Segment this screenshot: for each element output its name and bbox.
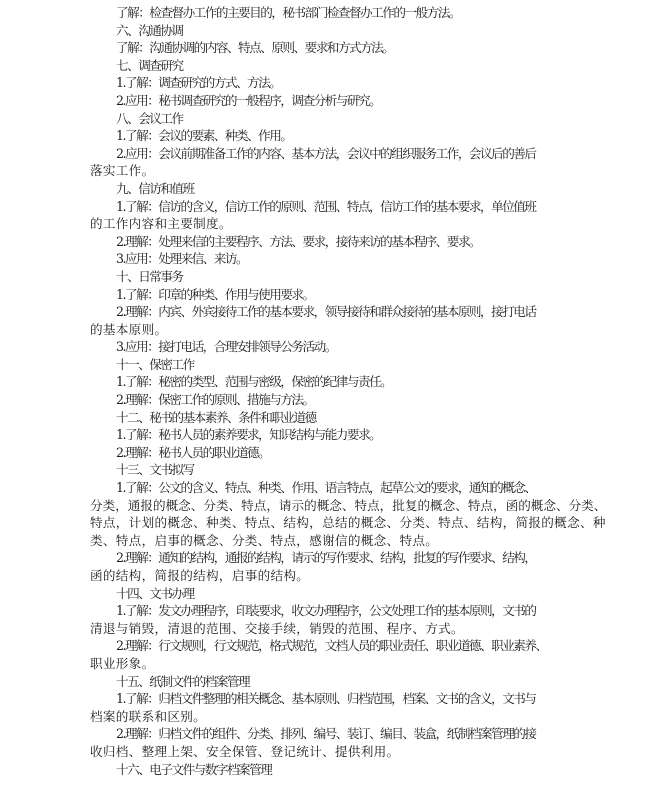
section-heading: 七、调查研究 (116, 57, 183, 73)
text-line: 2.理解：行文规则，行文规范，格式规范，文档人员的职业责任、职业道德、职业素养、 (116, 638, 547, 654)
text-line: 1.了解：秘书人员的素养要求，知识结构与能力要求。 (116, 427, 381, 443)
text-line: 1.了解：秘密的类型、范围与密级，保密的纪律与责任。 (116, 374, 392, 390)
section-heading: 十五、纸制文件的档案管理 (116, 673, 250, 689)
text-line-continued: 清退与销毁，清退的范围、交接手续，销毁的范围、程序、方式。 (90, 620, 464, 636)
text-line-continued: 特点，计划的概念、种类、特点、结构，总结的概念、分类、特点、结构，简报的概念、种 (90, 515, 606, 531)
text-line: 1.了解：信访的含义，信访工作的原则、范围、特点，信访工作的基本要求，单位值班 (116, 198, 536, 214)
section-heading: 八、会议工作 (116, 110, 183, 126)
section-heading: 十四、文书办理 (116, 585, 194, 601)
section-heading: 十二、秘书的基本素养、条件和职业道德 (116, 409, 316, 425)
text-line: 1.了解：发文办理程序，印装要求，收文办理程序，公文处理工作的基本原则，文书的 (116, 603, 536, 619)
section-heading: 十、日常事务 (116, 268, 183, 284)
text-line: 2.理解：通知的结构，通报的结构，请示的写作要求、结构，批复的写作要求、结构， (116, 550, 536, 566)
text-line-continued: 落实工作。 (90, 163, 155, 179)
text-line: 2.理解：秘书人员的职业道德。 (116, 444, 270, 460)
text-line-continued: 职业形象。 (90, 655, 155, 671)
text-line: 3.应用：接打电话，合理安排领导公务活动。 (116, 339, 336, 355)
text-line: 2.应用：秘书调查研究的一般程序，调查分析与研究。 (116, 92, 381, 108)
section-heading: 十六、电子文件与数字档案管理 (116, 761, 272, 777)
text-line: 了解：检查督办工作的主要目的，秘书部门检查督办工作的一般方法。 (116, 5, 460, 20)
section-heading: 十一、保密工作 (116, 356, 194, 372)
text-line-continued: 类、特点，启事的概念、分类、特点，感谢信的概念、特点。 (90, 532, 439, 548)
text-line-continued: 档案的联系和区别。 (90, 708, 207, 724)
text-line: 1.了解：调查研究的方式、方法。 (116, 75, 281, 91)
text-line: 2.理解：内宾、外宾接待工作的基本要求，领导接待和群众接待的基本原则，接打电话 (116, 304, 536, 320)
section-heading: 九、信访和值班 (116, 180, 194, 196)
text-line: 1.了解：公文的含义、特点、种类、作用、语言特点，起草公文的要求，通知的概念、 (116, 480, 536, 496)
text-line: 1.了解：印章的种类、作用与使用要求。 (116, 286, 314, 302)
text-line-continued: 分类，通报的概念、分类、特点，请示的概念、特点，批复的概念、特点，函的概念、分类、 (90, 497, 607, 513)
text-line-continued: 的基本原则。 (90, 321, 168, 337)
text-line: 2.理解：处理来信的主要程序、方法、要求，接待来访的基本程序、要求。 (116, 233, 481, 249)
text-line: 1.了解：归档文件整理的相关概念、基本原则、归档范围，档案、文书的含义，文书与 (116, 691, 536, 707)
text-line: 3.应用：处理来信、来访。 (116, 251, 248, 267)
section-heading: 十三、文书拟写 (116, 462, 194, 478)
text-line: 2.理解：保密工作的原则、措施与方法。 (116, 392, 314, 408)
text-line: 2.理解：归档文件的组件、分类、排列、编号、装订、编目、装盒，纸制档案管理的接 (116, 726, 536, 742)
text-line-continued: 收归档、整理上架、安全保管、登记统计、提供利用。 (90, 743, 400, 759)
text-line: 1.了解：会议的要素、种类、作用。 (116, 128, 292, 144)
text-line: 2.应用：会议前期准备工作的内容、基本方法，会议中的组织服务工作，会议后的善后 (116, 145, 536, 161)
text-line: 了解：沟通协调的内容、特点、原则、要求和方式方法。 (116, 40, 394, 56)
text-line-continued: 的工作内容和主要制度。 (90, 216, 232, 232)
section-heading: 六、沟通协调 (116, 22, 183, 38)
text-line-continued: 函的结构，简报的结构，启事的结构。 (90, 568, 310, 583)
